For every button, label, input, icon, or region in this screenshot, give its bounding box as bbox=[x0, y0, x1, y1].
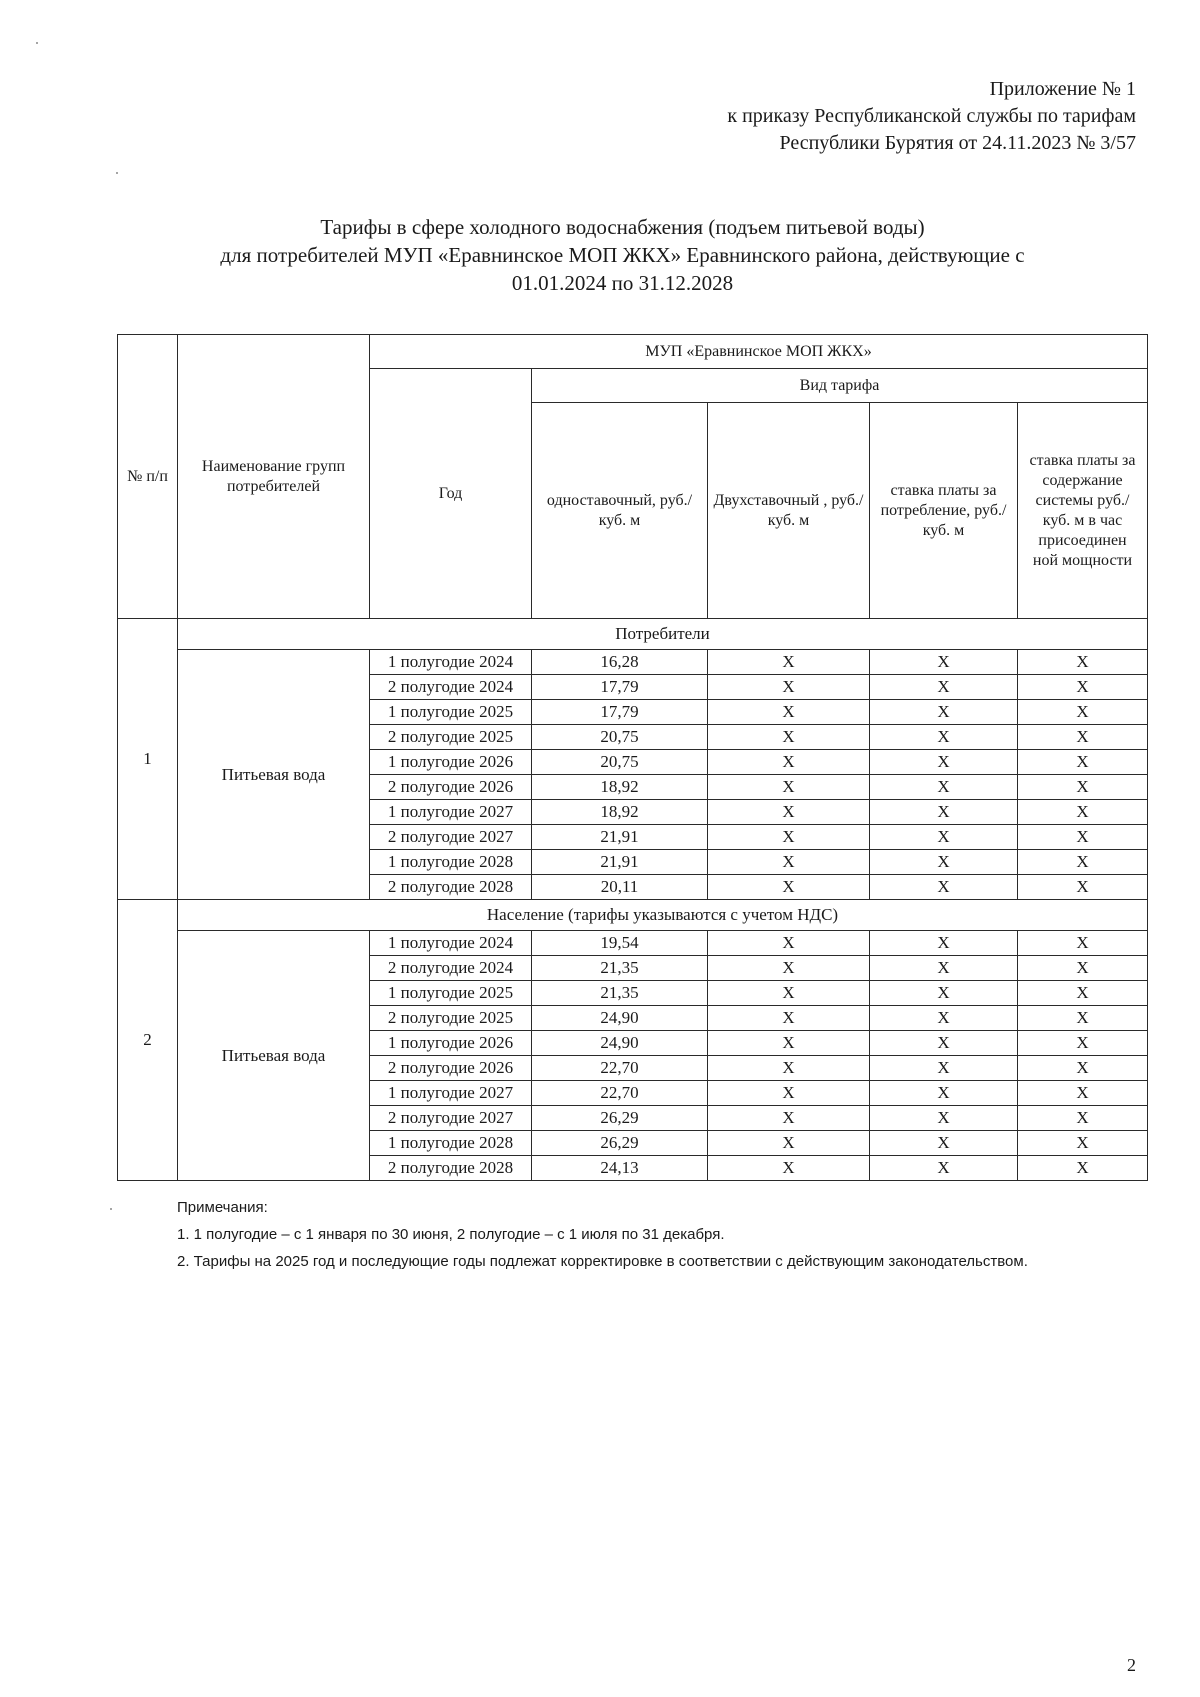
note-2: 2. Тарифы на 2025 год и последующие годы подлежат корректировке в соответствии с действующим законодательством. bbox=[177, 1253, 1028, 1270]
single-rate-cell: 22,70 bbox=[532, 1081, 708, 1106]
period-cell: 1 полугодие 2027 bbox=[370, 800, 532, 825]
appendix-line-3: Республики Бурятия от 24.11.2023 № 3/57 bbox=[779, 132, 1136, 154]
double-rate-cell: X bbox=[708, 1006, 870, 1031]
period-cell: 1 полугодие 2027 bbox=[370, 1081, 532, 1106]
header-organization: МУП «Еравнинское МОП ЖКХ» bbox=[370, 335, 1148, 369]
maintenance-rate-cell: X bbox=[1018, 800, 1148, 825]
single-rate-cell: 24,13 bbox=[532, 1156, 708, 1181]
period-cell: 1 полугодие 2025 bbox=[370, 700, 532, 725]
maintenance-rate-cell: X bbox=[1018, 675, 1148, 700]
period-cell: 2 полугодие 2025 bbox=[370, 725, 532, 750]
consumption-rate-cell: X bbox=[870, 725, 1018, 750]
consumption-rate-cell: X bbox=[870, 800, 1018, 825]
double-rate-cell: X bbox=[708, 981, 870, 1006]
consumption-rate-cell: X bbox=[870, 825, 1018, 850]
header-group: Наименование групп потребителей bbox=[178, 335, 370, 619]
consumption-rate-cell: X bbox=[870, 675, 1018, 700]
section-heading: Потребители bbox=[178, 619, 1148, 650]
consumption-rate-cell: X bbox=[870, 1106, 1018, 1131]
notes-heading: Примечания: bbox=[177, 1199, 268, 1216]
consumer-group: Питьевая вода bbox=[178, 931, 370, 1181]
notes bbox=[117, 1197, 1147, 1278]
consumption-rate-cell: X bbox=[870, 1006, 1018, 1031]
double-rate-cell: X bbox=[708, 956, 870, 981]
period-cell: 2 полугодие 2024 bbox=[370, 956, 532, 981]
period-cell: 2 полугодие 2026 bbox=[370, 1056, 532, 1081]
single-rate-cell: 22,70 bbox=[532, 1056, 708, 1081]
maintenance-rate-cell: X bbox=[1018, 956, 1148, 981]
period-cell: 1 полугодие 2026 bbox=[370, 1031, 532, 1056]
single-rate-cell: 21,91 bbox=[532, 850, 708, 875]
consumption-rate-cell: X bbox=[870, 1081, 1018, 1106]
maintenance-rate-cell: X bbox=[1018, 775, 1148, 800]
single-rate-cell: 19,54 bbox=[532, 931, 708, 956]
scan-speck bbox=[110, 1208, 112, 1210]
header-double-rate: Двухставочный , руб./ куб. м bbox=[708, 403, 870, 619]
double-rate-cell: X bbox=[708, 675, 870, 700]
scan-speck bbox=[36, 42, 38, 44]
double-rate-cell: X bbox=[708, 825, 870, 850]
period-cell: 2 полугодие 2025 bbox=[370, 1006, 532, 1031]
maintenance-rate-cell: X bbox=[1018, 1131, 1148, 1156]
double-rate-cell: X bbox=[708, 775, 870, 800]
maintenance-rate-cell: X bbox=[1018, 750, 1148, 775]
period-cell: 2 полугодие 2028 bbox=[370, 1156, 532, 1181]
maintenance-rate-cell: X bbox=[1018, 1031, 1148, 1056]
maintenance-rate-cell: X bbox=[1018, 1106, 1148, 1131]
double-rate-cell: X bbox=[708, 1031, 870, 1056]
header-num: № п/п bbox=[118, 335, 178, 619]
header-consumption-rate: ставка платы за потребление, руб./ куб. м bbox=[870, 403, 1018, 619]
appendix-line-2: к приказу Республиканской службы по тарифам bbox=[727, 105, 1136, 127]
note-1: 1. 1 полугодие – с 1 января по 30 июня, 2 полугодие – с 1 июля по 31 декабря. bbox=[177, 1226, 725, 1243]
maintenance-rate-cell: X bbox=[1018, 825, 1148, 850]
consumption-rate-cell: X bbox=[870, 1131, 1018, 1156]
maintenance-rate-cell: X bbox=[1018, 725, 1148, 750]
consumption-rate-cell: X bbox=[870, 700, 1018, 725]
double-rate-cell: X bbox=[708, 1131, 870, 1156]
period-cell: 1 полугодие 2028 bbox=[370, 1131, 532, 1156]
maintenance-rate-cell: X bbox=[1018, 1081, 1148, 1106]
header-tariff-type: Вид тарифа bbox=[532, 369, 1148, 403]
double-rate-cell: X bbox=[708, 1106, 870, 1131]
header-single-rate: одноставочный, руб./ куб. м bbox=[532, 403, 708, 619]
single-rate-cell: 16,28 bbox=[532, 650, 708, 675]
double-rate-cell: X bbox=[708, 931, 870, 956]
double-rate-cell: X bbox=[708, 1156, 870, 1181]
period-cell: 2 полугодие 2027 bbox=[370, 1106, 532, 1131]
section-heading: Население (тарифы указываются с учетом НДС) bbox=[178, 900, 1148, 931]
single-rate-cell: 26,29 bbox=[532, 1131, 708, 1156]
maintenance-rate-cell: X bbox=[1018, 1006, 1148, 1031]
double-rate-cell: X bbox=[708, 700, 870, 725]
consumption-rate-cell: X bbox=[870, 775, 1018, 800]
maintenance-rate-cell: X bbox=[1018, 700, 1148, 725]
single-rate-cell: 21,35 bbox=[532, 981, 708, 1006]
consumption-rate-cell: X bbox=[870, 1056, 1018, 1081]
row-number: 1 bbox=[118, 619, 178, 900]
appendix-line-1: Приложение № 1 bbox=[989, 78, 1136, 100]
double-rate-cell: X bbox=[708, 850, 870, 875]
period-cell: 1 полугодие 2024 bbox=[370, 931, 532, 956]
double-rate-cell: X bbox=[708, 725, 870, 750]
single-rate-cell: 21,91 bbox=[532, 825, 708, 850]
double-rate-cell: X bbox=[708, 1056, 870, 1081]
maintenance-rate-cell: X bbox=[1018, 875, 1148, 900]
table-row bbox=[118, 931, 1148, 956]
page-number: 2 bbox=[1127, 1655, 1136, 1675]
single-rate-cell: 18,92 bbox=[532, 800, 708, 825]
period-cell: 2 полугодие 2027 bbox=[370, 825, 532, 850]
single-rate-cell: 20,75 bbox=[532, 725, 708, 750]
maintenance-rate-cell: X bbox=[1018, 981, 1148, 1006]
title-line-1: Тарифы в сфере холодного водоснабжения (подъем питьевой воды) bbox=[320, 215, 925, 239]
period-cell: 2 полугодие 2026 bbox=[370, 775, 532, 800]
double-rate-cell: X bbox=[708, 750, 870, 775]
period-cell: 1 полугодие 2028 bbox=[370, 850, 532, 875]
single-rate-cell: 24,90 bbox=[532, 1006, 708, 1031]
single-rate-cell: 24,90 bbox=[532, 1031, 708, 1056]
consumption-rate-cell: X bbox=[870, 956, 1018, 981]
consumption-rate-cell: X bbox=[870, 750, 1018, 775]
single-rate-cell: 21,35 bbox=[532, 956, 708, 981]
single-rate-cell: 20,11 bbox=[532, 875, 708, 900]
appendix-reference bbox=[727, 76, 1136, 157]
period-cell: 2 полугодие 2028 bbox=[370, 875, 532, 900]
title-line-2: для потребителей МУП «Еравнинское МОП ЖКХ» Еравнинского района, действующие с bbox=[220, 243, 1025, 267]
double-rate-cell: X bbox=[708, 875, 870, 900]
maintenance-rate-cell: X bbox=[1018, 1156, 1148, 1181]
consumption-rate-cell: X bbox=[870, 931, 1018, 956]
period-cell: 2 полугодие 2024 bbox=[370, 675, 532, 700]
scan-speck bbox=[116, 172, 118, 174]
double-rate-cell: X bbox=[708, 650, 870, 675]
maintenance-rate-cell: X bbox=[1018, 650, 1148, 675]
maintenance-rate-cell: X bbox=[1018, 1056, 1148, 1081]
single-rate-cell: 20,75 bbox=[532, 750, 708, 775]
document-title bbox=[120, 213, 1125, 297]
double-rate-cell: X bbox=[708, 800, 870, 825]
consumption-rate-cell: X bbox=[870, 650, 1018, 675]
header-year: Год bbox=[370, 369, 532, 619]
title-line-3: 01.01.2024 по 31.12.2028 bbox=[511, 271, 734, 295]
single-rate-cell: 18,92 bbox=[532, 775, 708, 800]
maintenance-rate-cell: X bbox=[1018, 850, 1148, 875]
consumption-rate-cell: X bbox=[870, 1031, 1018, 1056]
consumption-rate-cell: X bbox=[870, 875, 1018, 900]
consumption-rate-cell: X bbox=[870, 850, 1018, 875]
period-cell: 1 полугодие 2026 bbox=[370, 750, 532, 775]
table-row bbox=[118, 650, 1148, 675]
maintenance-rate-cell: X bbox=[1018, 931, 1148, 956]
double-rate-cell: X bbox=[708, 1081, 870, 1106]
single-rate-cell: 17,79 bbox=[532, 675, 708, 700]
tariff-table bbox=[117, 334, 1148, 1181]
period-cell: 1 полугодие 2025 bbox=[370, 981, 532, 1006]
consumption-rate-cell: X bbox=[870, 1156, 1018, 1181]
single-rate-cell: 17,79 bbox=[532, 700, 708, 725]
consumer-group: Питьевая вода bbox=[178, 650, 370, 900]
header-maintenance-rate: ставка платы за содержание системы руб./куб. м в час присоединен ной мощности bbox=[1018, 403, 1148, 619]
period-cell: 1 полугодие 2024 bbox=[370, 650, 532, 675]
row-number: 2 bbox=[118, 900, 178, 1181]
single-rate-cell: 26,29 bbox=[532, 1106, 708, 1131]
consumption-rate-cell: X bbox=[870, 981, 1018, 1006]
